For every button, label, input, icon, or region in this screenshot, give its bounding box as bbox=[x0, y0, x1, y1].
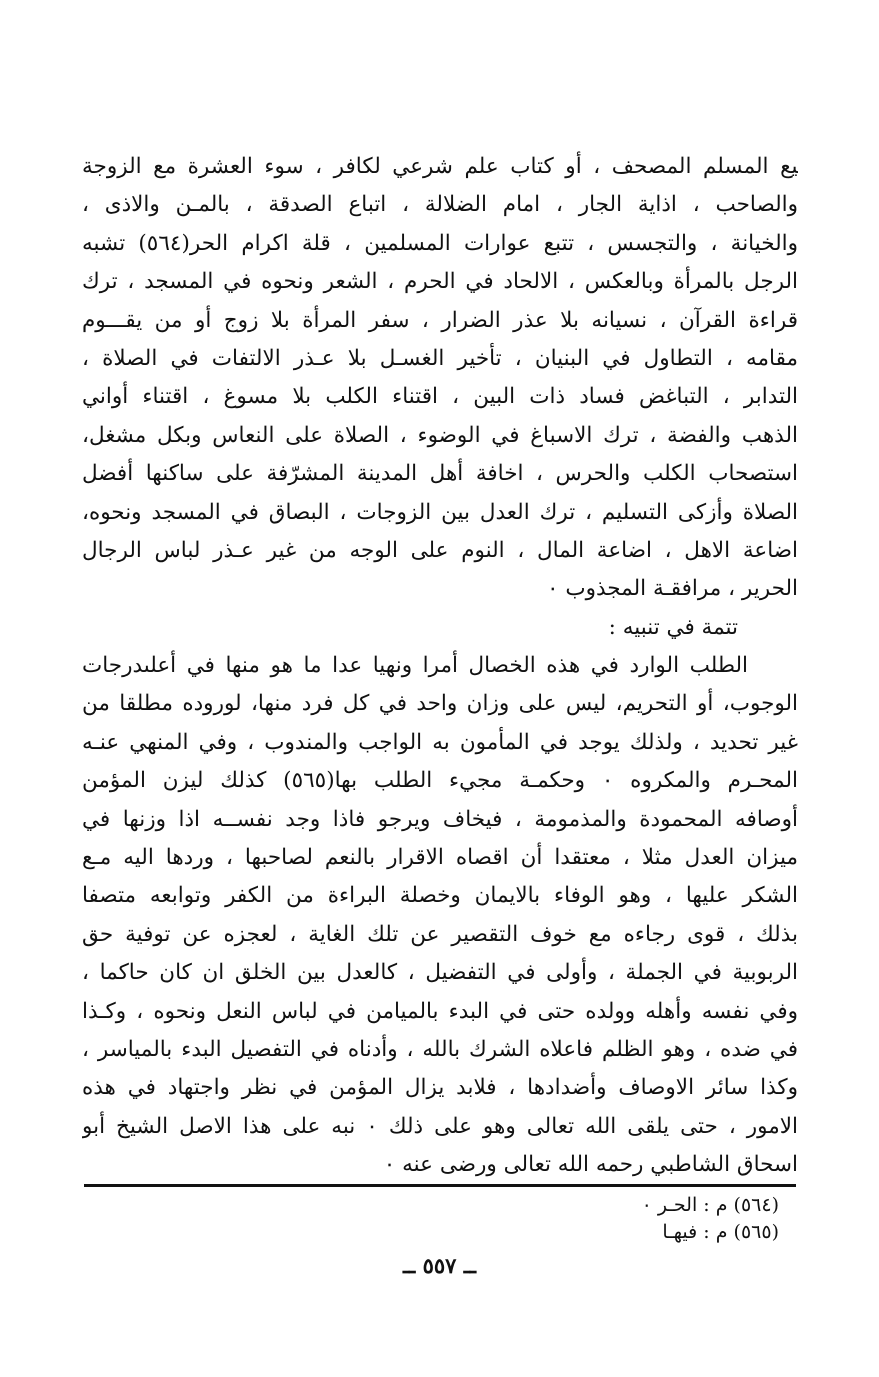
text-line: وكذا سائر الاوصاف وأضدادها ، فلابد يزال المؤمن في نظر واجتهاد في هذه bbox=[82, 1075, 798, 1101]
footnote-564: (٥٦٤) م : الحـر ٠ bbox=[641, 1194, 779, 1216]
text-line: في ضده ، وهو الظلم فاعلاه الشرك بالله ، وأدناه في التفصيل البدء بالمياسر ، bbox=[82, 1036, 798, 1062]
text-line: الصلاة وأزكى التسليم ، ترك العدل بين الزوجات ، البصاق في المسجد ونحوه، bbox=[82, 499, 798, 525]
text-line: الشكر عليها ، وهو الوفاء بالايمان وخصلة البراءة من الكفر وتوابعه متصفا bbox=[82, 883, 798, 909]
text-line: الربوبية في الجملة ، وأولى في التفضيل ، كالعدل بين الخلق ان كان حاكما ، bbox=[82, 960, 798, 986]
text-line: الطلب الوارد في هذه الخصال أمرا ونهيا عدا ما هو منها في أعلىدرجات bbox=[82, 653, 748, 679]
footnote-565: (٥٦٥) م : فيهـا bbox=[662, 1221, 779, 1243]
footnote-divider bbox=[84, 1184, 796, 1187]
page-number: ــ ٥٥٧ ــ bbox=[402, 1253, 477, 1278]
text-line: وفي نفسه وأهله وولده حتى في البدء بالميامن في لباس النعل ونحوه ، وكـذا bbox=[82, 998, 798, 1024]
text-line: أوصافه المحمودة والمذمومة ، فيخاف ويرجو فاذا وجد نفســه اذا وزنها في bbox=[82, 806, 798, 832]
text-line: والخيانة ، والتجسس ، تتبع عوارات المسلمين ، قلة اكرام الحر(٥٦٤) تشبه bbox=[82, 230, 798, 256]
main-text bbox=[82, 148, 798, 1185]
text-line: استصحاب الكلب والحرس ، اخافة أهل المدينة المشرّفة على ساكنها أفضل bbox=[82, 461, 798, 487]
text-line: الوجوب، أو التحريم، ليس على وزان واحد في كل فرد منها، لوروده مطلقا من bbox=[82, 691, 798, 717]
text-line: ميزان العدل مثلا ، معتقدا أن اقصاه الاقرار بالنعم لصاحبها ، وردها اليه مـع bbox=[82, 845, 798, 871]
text-line: والصاحب ، اذاية الجار ، امام الضلالة ، اتباع الصدقة ، بالمـن والاذى ، bbox=[82, 192, 798, 218]
footnotes bbox=[642, 1192, 779, 1246]
text-line: قراءة القرآن ، نسيانه بلا عذر الضرار ، سفر المرأة بلا زوج أو من يقـــوم bbox=[82, 307, 798, 333]
text-line: الرجل بالمرأة وبالعكس ، الالحاد في الحرم ، الشعر ونحوه في المسجد ، ترك bbox=[82, 269, 798, 295]
text-line: المحـرم والمكروه ٠ وحكمـة مجيء الطلب بها(٥٦٥) كذلك ليزن المؤمن bbox=[82, 768, 798, 794]
text-line: الذهب والفضة ، ترك الاسباغ في الوضوء ، الصلاة على النعاس وبكل مشغل، bbox=[82, 422, 798, 448]
text-line: بذلك ، قوى رجاءه مع خوف التقصير عن تلك الغاية ، لعجزه عن توفية حق bbox=[82, 921, 798, 947]
text-line: ﻴﻊ المسلم المصحف ، أو كتاب علم شرعي لكافر ، سوء العشرة مع الزوجة bbox=[82, 154, 798, 179]
text-line: مقامه ، التطاول في البنيان ، تأخير الغسـل بلا عـذر الالتفات في الصلاة ، bbox=[82, 345, 798, 371]
text-line: اضاعة الاهل ، اضاعة المال ، النوم على الوجه من غير عـذر لباس الرجال bbox=[82, 537, 798, 563]
text-line: التدابر ، التباغض فساد ذات البين ، اقتناء الكلب بلا مسوغ ، اقتناء أواني bbox=[82, 384, 798, 410]
text-line: غير تحديد ، ولذلك يوجد في المأمون به الواجب والمندوب ، وفي المنهي عنـه bbox=[82, 729, 798, 755]
text-line: اسحاق الشاطبي رحمه الله تعالى ورضى عنه ٠ bbox=[383, 1152, 798, 1178]
section-heading: تتمة في تنبيه : bbox=[608, 614, 738, 640]
text-line: الامور ، حتى يلقى الله تعالى وهو على ذلك ٠ نبه على هذا الاصل الشيخ أبو bbox=[82, 1113, 798, 1139]
text-line: الحرير ، مرافقـة المجذوب ٠ bbox=[546, 576, 798, 602]
